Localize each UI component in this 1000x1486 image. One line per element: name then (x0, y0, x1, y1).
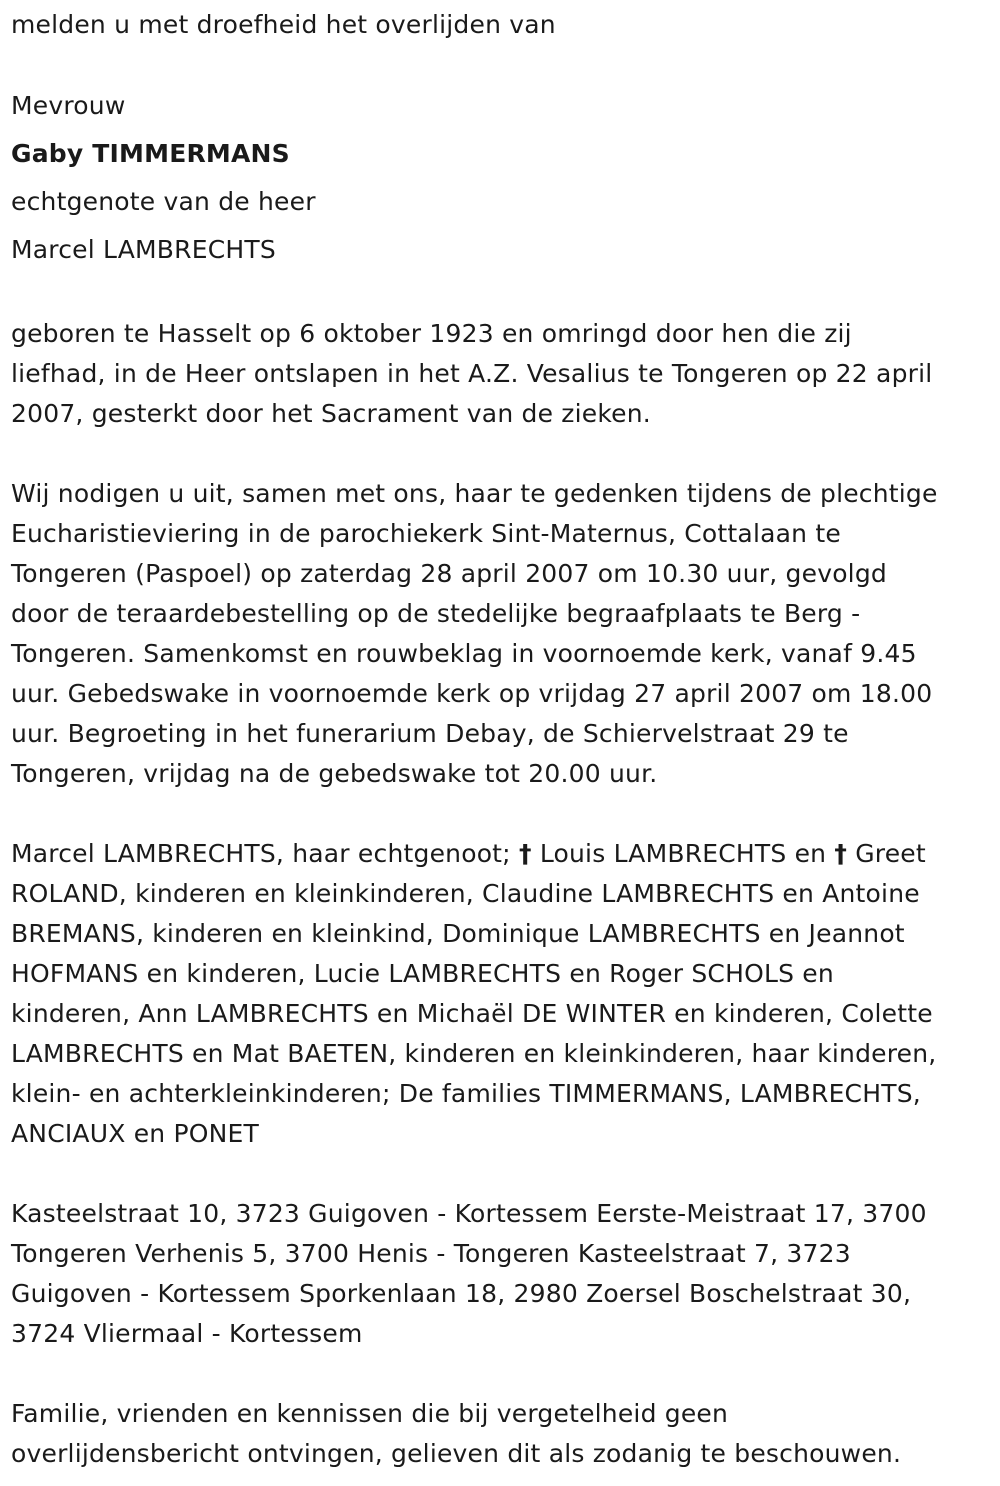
intro-text: melden u met droefheid het overlijden van (11, 10, 556, 39)
deceased-name: Gaby TIMMERMANS (11, 139, 290, 168)
family-text: Greet (847, 839, 926, 868)
paragraph-line: ROLAND, kinderen en kleinkinderen, Claudine LAMBRECHTS en Antoine (11, 879, 920, 908)
obituary-notice (11, 0, 986, 1474)
paragraph-line: geboren te Hasselt op 6 oktober 1923 en omringd door hen die zij (11, 319, 852, 348)
paragraph-line: BREMANS, kinderen en kleinkind, Dominique LAMBRECHTS en Jeannot (11, 919, 905, 948)
birth-paragraph (11, 314, 986, 434)
address-paragraph (11, 1194, 986, 1354)
closing-paragraph (11, 1394, 986, 1474)
family-first-line (11, 834, 986, 874)
salutation: Mevrouw (11, 91, 126, 120)
paragraph-line: uur. Begroeting in het funerarium Debay, de Schiervelstraat 29 te (11, 719, 849, 748)
spouse-name: Marcel LAMBRECHTS (11, 235, 276, 264)
paragraph-line: uur. Gebedswake in voornoemde kerk op vrijdag 27 april 2007 om 18.00 (11, 679, 933, 708)
paragraph-line: LAMBRECHTS en Mat BAETEN, kinderen en kleinkinderen, haar kinderen, (11, 1039, 937, 1068)
paragraph-line: Tongeren (Paspoel) op zaterdag 28 april 2007 om 10.30 uur, gevolgd (11, 559, 887, 588)
family-text: Louis LAMBRECHTS en (531, 839, 835, 868)
paragraph-line: Guigoven - Kortessem Sporkenlaan 18, 2980 Zoersel Boschelstraat 30, (11, 1279, 912, 1308)
paragraph-line: kinderen, Ann LAMBRECHTS en Michaël DE WINTER en kinderen, Colette (11, 999, 933, 1028)
paragraph-line: Eucharistieviering in de parochiekerk Sint-Maternus, Cottalaan te (11, 519, 841, 548)
relation-text: echtgenote van de heer (11, 187, 316, 216)
paragraph-line: Tongeren. Samenkomst en rouwbeklag in voornoemde kerk, vanaf 9.45 (11, 639, 917, 668)
paragraph-line: Kasteelstraat 10, 3723 Guigoven - Kortessem Eerste-Meistraat 17, 3700 (11, 1199, 927, 1228)
paragraph-line: door de teraardebestelling op de stedelijke begraafplaats te Berg - (11, 599, 861, 628)
paragraph-line: Tongeren, vrijdag na de gebedswake tot 20.00 uur. (11, 759, 658, 788)
paragraph-line: Wij nodigen u uit, samen met ons, haar te gedenken tijdens de plechtige (11, 479, 938, 508)
family-text: Marcel LAMBRECHTS, haar echtgenoot; (11, 839, 519, 868)
cross-icon: † (834, 839, 848, 868)
paragraph-line: klein- en achterkleinkinderen; De families TIMMERMANS, LAMBRECHTS, (11, 1079, 921, 1108)
paragraph-line: 3724 Vliermaal - Kortessem (11, 1319, 363, 1348)
paragraph-line: Tongeren Verhenis 5, 3700 Henis - Tongeren Kasteelstraat 7, 3723 (11, 1239, 851, 1268)
family-paragraph (11, 834, 986, 1154)
paragraph-line: HOFMANS en kinderen, Lucie LAMBRECHTS en Roger SCHOLS en (11, 959, 834, 988)
cross-icon: † (518, 839, 532, 868)
ceremony-paragraph (11, 474, 986, 794)
paragraph-line: Familie, vrienden en kennissen die bij vergetelheid geen (11, 1399, 729, 1428)
paragraph-line: liefhad, in de Heer ontslapen in het A.Z. Vesalius te Tongeren op 22 april (11, 359, 933, 388)
paragraph-line: overlijdensbericht ontvingen, gelieven dit als zodanig te beschouwen. (11, 1439, 902, 1468)
paragraph-line: ANCIAUX en PONET (11, 1119, 259, 1148)
paragraph-line: 2007, gesterkt door het Sacrament van de zieken. (11, 399, 651, 428)
